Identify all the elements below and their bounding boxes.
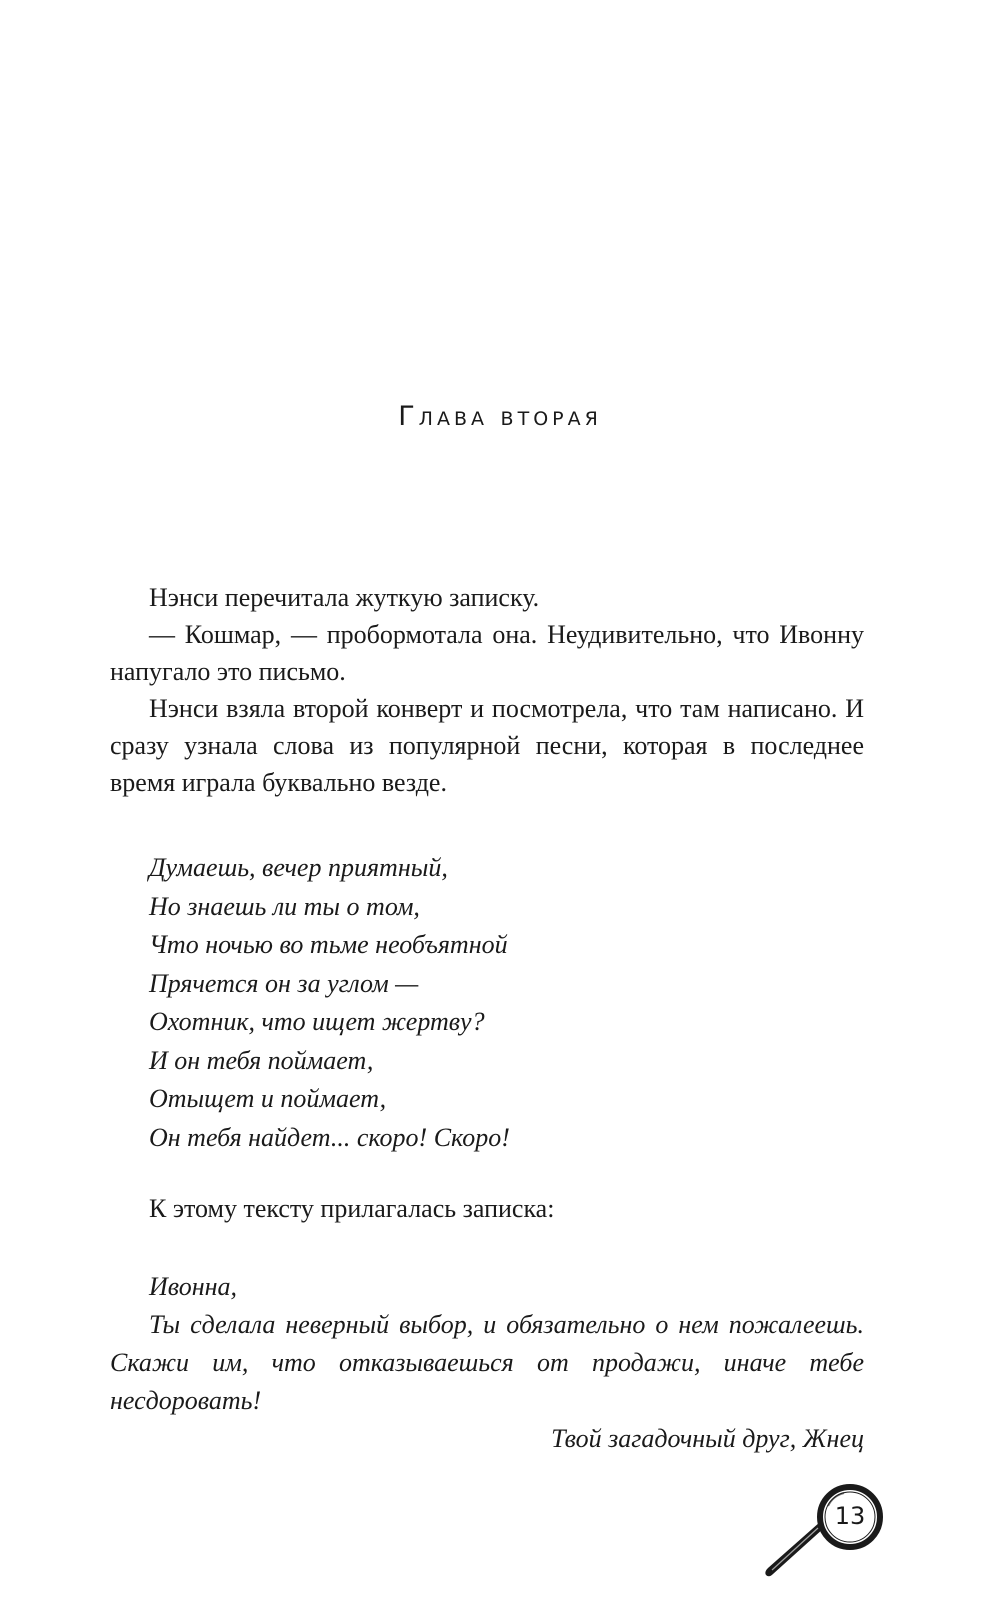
poem-line: Прячется он за углом —: [149, 968, 419, 998]
letter-salutation: Ивонна,: [149, 1272, 238, 1301]
paragraph: Нэнси перечитала жуткую записку.: [149, 583, 540, 612]
poem-line: Что ночью во тьме необъятной: [149, 930, 508, 959]
attachment-intro: К этому тексту прилагалась записка:: [149, 1194, 555, 1223]
poem-line: Но знаешь ли ты о том,: [149, 891, 420, 921]
poem-line: Охотник, что ищет жертву?: [149, 1007, 485, 1036]
paragraph: Нэнси взяла второй конверт и посмотрела, что там написано. И сразу узнала слова из популярной песни, которая в последнее время играла буквально везде.: [110, 694, 864, 797]
poem-line: Он тебя найдет... скоро! Скоро!: [149, 1122, 510, 1152]
poem-line: И он тебя поймает,: [149, 1045, 374, 1075]
chapter-title: Глава вторая: [398, 401, 602, 432]
paragraph: — Кошмар, — пробормотала она. Неудивительно, что Ивонну напугало это письмо.: [110, 620, 864, 686]
poem-line: Думаешь, вечер приятный,: [149, 853, 448, 882]
page-number: 13: [834, 1502, 866, 1530]
letter-body: Ты сделала неверный выбор, и обязательно о нем пожалеешь. Скажи им, что отказываешься от продажи, иначе тебе несдоровать!: [110, 1310, 864, 1415]
threat-note: [110, 1268, 864, 1458]
chapter-body: [110, 579, 864, 801]
letter-signature: Твой загадочный друг, Жнец: [551, 1424, 864, 1453]
poem-line: Отыщет и поймает,: [149, 1084, 387, 1113]
song-lyrics: [149, 849, 510, 1157]
